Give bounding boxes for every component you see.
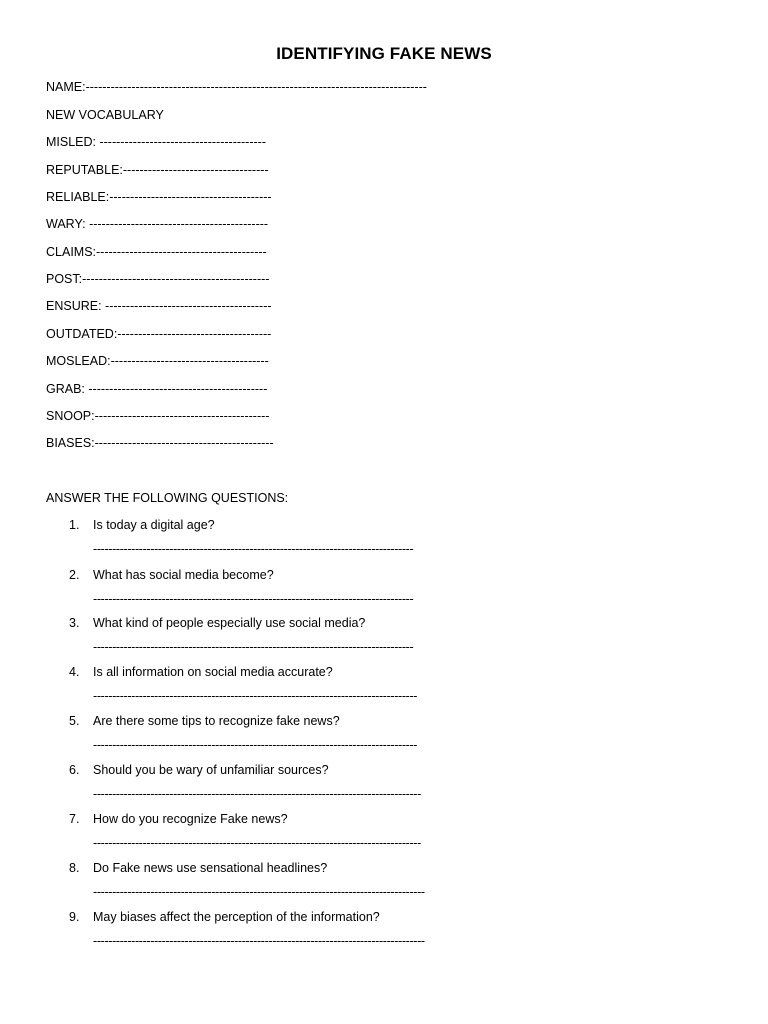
vocab-item-reliable: RELIABLE:--------------------------------------- [46, 190, 272, 204]
question-text: Is today a digital age? [93, 518, 215, 532]
vocab-item-moslead: MOSLEAD:-------------------------------------- [46, 354, 269, 368]
answer-line: -------------------------------------------------------------------------------------- [93, 836, 421, 850]
answer-line: ------------------------------------------------------------------------------------- [93, 738, 418, 752]
question-number: 2. [69, 568, 80, 582]
question-text: May biases affect the perception of the information? [93, 910, 380, 924]
page-title: IDENTIFYING FAKE NEWS [276, 44, 492, 63]
vocab-item-wary: WARY: ------------------------------------------- [46, 217, 269, 231]
question-text: Should you be wary of unfamiliar sources? [93, 763, 329, 777]
question-text: Is all information on social media accurate? [93, 665, 333, 679]
question-number: 1. [69, 518, 80, 532]
question-text: Do Fake news use sensational headlines? [93, 861, 328, 875]
vocab-item-claims: CLAIMS:----------------------------------------- [46, 245, 267, 259]
question-number: 9. [69, 910, 80, 924]
question-number: 6. [69, 763, 80, 777]
answer-line: --------------------------------------------------------------------------------------- [93, 934, 425, 948]
vocabulary-heading: NEW VOCABULARY [46, 108, 164, 122]
answer-line: -------------------------------------------------------------------------------------- [93, 787, 421, 801]
question-number: 4. [69, 665, 80, 679]
question-number: 5. [69, 714, 80, 728]
vocab-item-grab: GRAB: ------------------------------------------- [46, 382, 268, 396]
question-text: Are there some tips to recognize fake news? [93, 714, 340, 728]
question-number: 3. [69, 616, 80, 630]
answer-line: ------------------------------------------------------------------------------------ [93, 592, 414, 606]
name-field-line: NAME:---------------------------------------------------------------------------------- [46, 80, 427, 94]
vocab-item-post: POST:--------------------------------------------- [46, 272, 270, 286]
answer-line: ------------------------------------------------------------------------------------ [93, 542, 414, 556]
questions-heading: ANSWER THE FOLLOWING QUESTIONS: [46, 491, 289, 505]
vocab-item-snoop: SNOOP:------------------------------------------ [46, 409, 270, 423]
vocab-item-reputable: REPUTABLE:----------------------------------- [46, 163, 269, 177]
vocab-item-outdated: OUTDATED:------------------------------------- [46, 327, 272, 341]
answer-line: ------------------------------------------------------------------------------------- [93, 689, 418, 703]
question-text: What has social media become? [93, 568, 274, 582]
vocab-item-misled: MISLED: ---------------------------------------- [46, 135, 266, 149]
answer-line: --------------------------------------------------------------------------------------- [93, 885, 425, 899]
question-number: 7. [69, 812, 80, 826]
vocab-item-ensure: ENSURE: ---------------------------------------- [46, 299, 272, 313]
question-text: What kind of people especially use social media? [93, 616, 366, 630]
question-text: How do you recognize Fake news? [93, 812, 288, 826]
vocab-item-biases: BIASES:------------------------------------------- [46, 436, 274, 450]
answer-line: ------------------------------------------------------------------------------------ [93, 640, 414, 654]
question-number: 8. [69, 861, 80, 875]
